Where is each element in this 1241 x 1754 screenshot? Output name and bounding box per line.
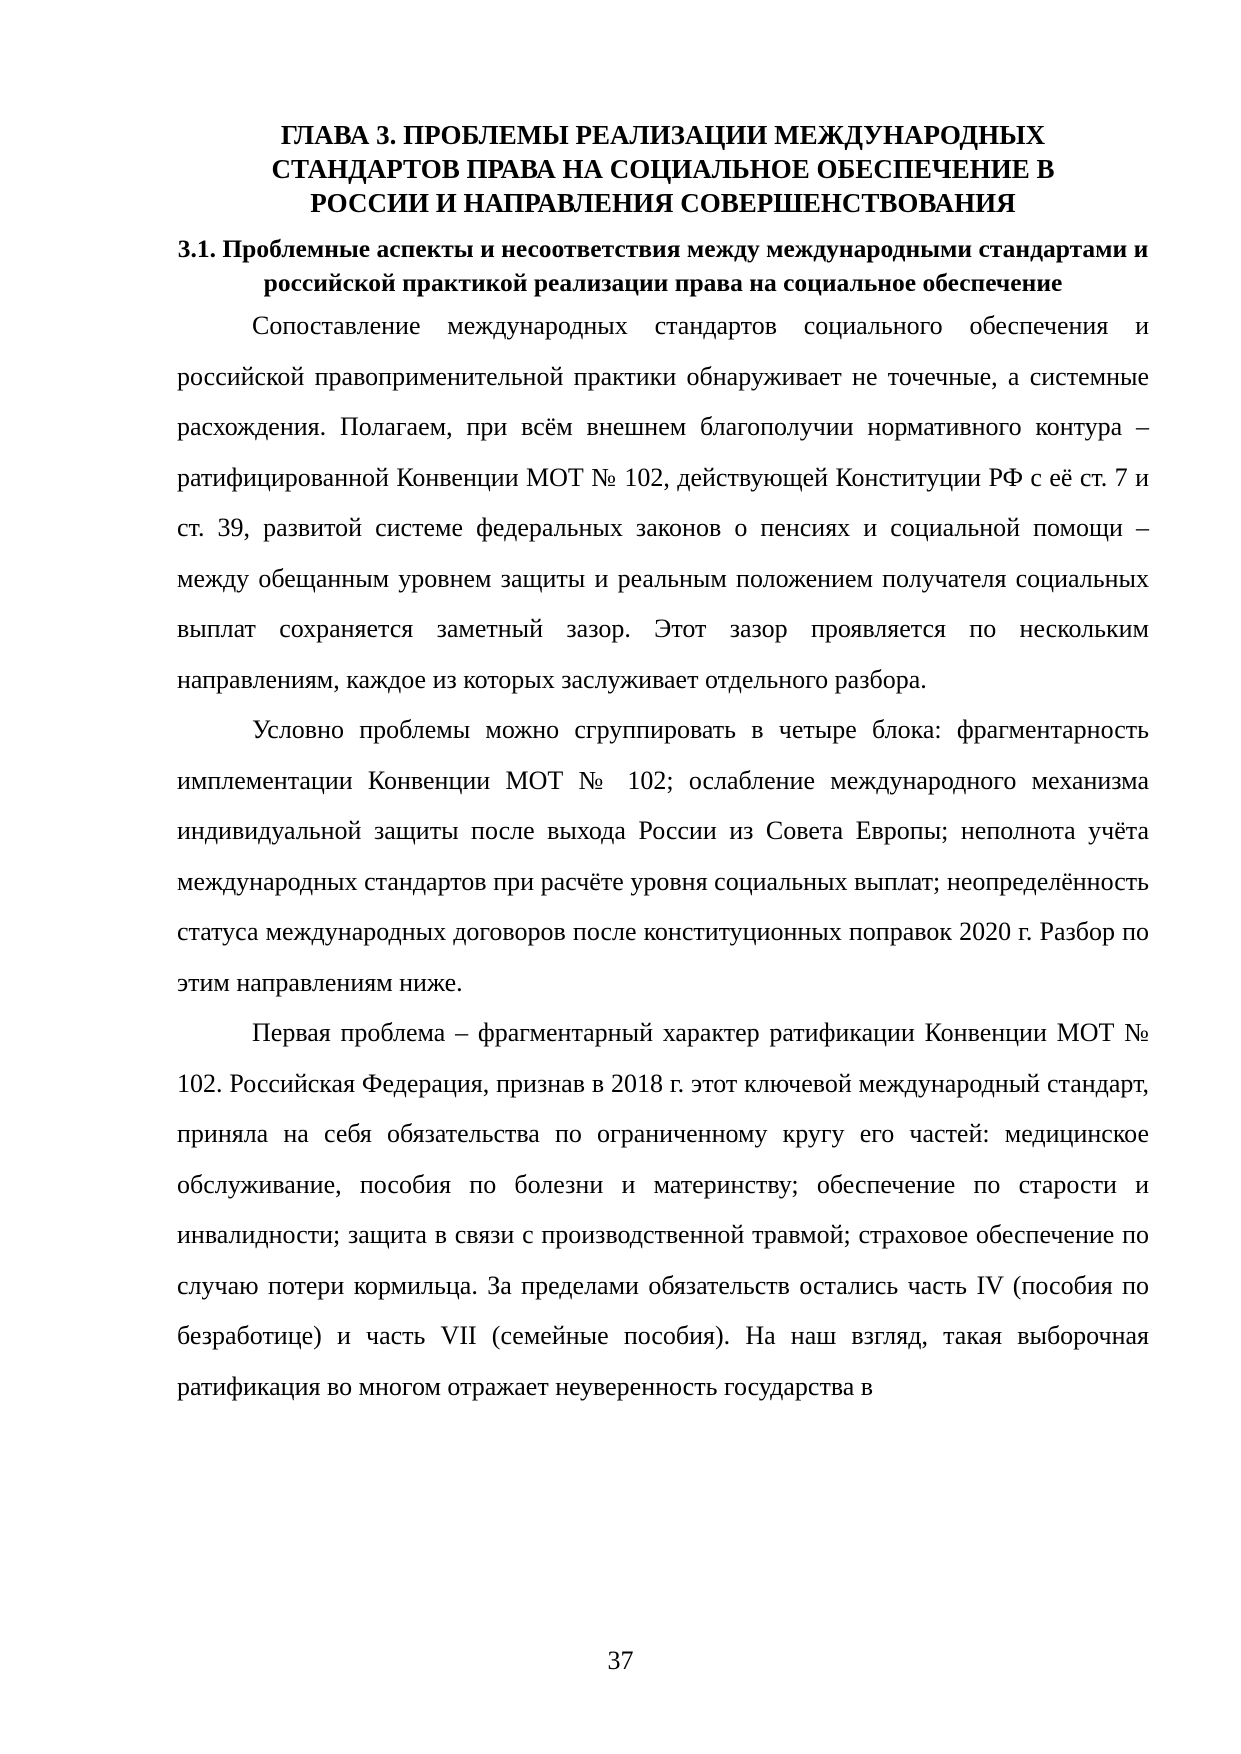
- body-paragraph-2: Условно проблемы можно сгруппировать в четыре блока: фрагментарность имплементации Конвенции МОТ № 102; ослабление международного механизма индивидуальной защиты после выхода России из Совета Европы; неполнота учёта международных стандартов при расчёте уровня социальных выплат; неопределённость статуса международных договоров после конституционных поправок 2020 г. Разбор по этим направлениям ниже.: [177, 715, 1149, 997]
- page-content: [177, 118, 1149, 1412]
- page-number: 37: [607, 1646, 634, 1675]
- section-title: 3.1. Проблемные аспекты и несоответствия между международными стандартами и российской практикой реализации права на социальное обеспечение: [177, 234, 1149, 297]
- body-paragraph-3: Первая проблема – фрагментарный характер ратификации Конвенции МОТ № 102. Российская Федерация, признав в 2018 г. этот ключевой международный стандарт, приняла на себя обязательства по ограниченному кругу его частей: медицинское обслуживание, пособия по болезни и материнству; обеспечение по старости и инвалидности; защита в связи с производственной травмой; страховое обеспечение по случаю потери кормильца. За пределами обязательств остались часть IV (пособия по безработице) и часть VII (семейные пособия). На наш взгляд, такая выборочная ратификация во многом отражает неуверенность государства в: [177, 1018, 1149, 1401]
- chapter-title: ГЛАВА 3. ПРОБЛЕМЫ РЕАЛИЗАЦИИ МЕЖДУНАРОДНЫХ СТАНДАРТОВ ПРАВА НА СОЦИАЛЬНОЕ ОБЕСПЕЧЕНИЕ В РОССИИ И НАПРАВЛЕНИЯ СОВЕРШЕНСТВОВАНИЯ: [271, 120, 1055, 218]
- body-paragraph-1: Сопоставление международных стандартов социального обеспечения и российской правоприменительной практики обнаруживает не точечные, а системные расхождения. Полагаем, при всём внешнем благополучии нормативного контура – ратифицированной Конвенции МОТ № 102, действующей Конституции РФ с её ст. 7 и ст. 39, развитой системе федеральных законов о пенсиях и социальной помощи – между обещанным уровнем защиты и реальным положением получателя социальных выплат сохраняется заметный зазор. Этот зазор проявляется по нескольким направлениям, каждое из которых заслуживает отдельного разбора.: [177, 311, 1149, 694]
